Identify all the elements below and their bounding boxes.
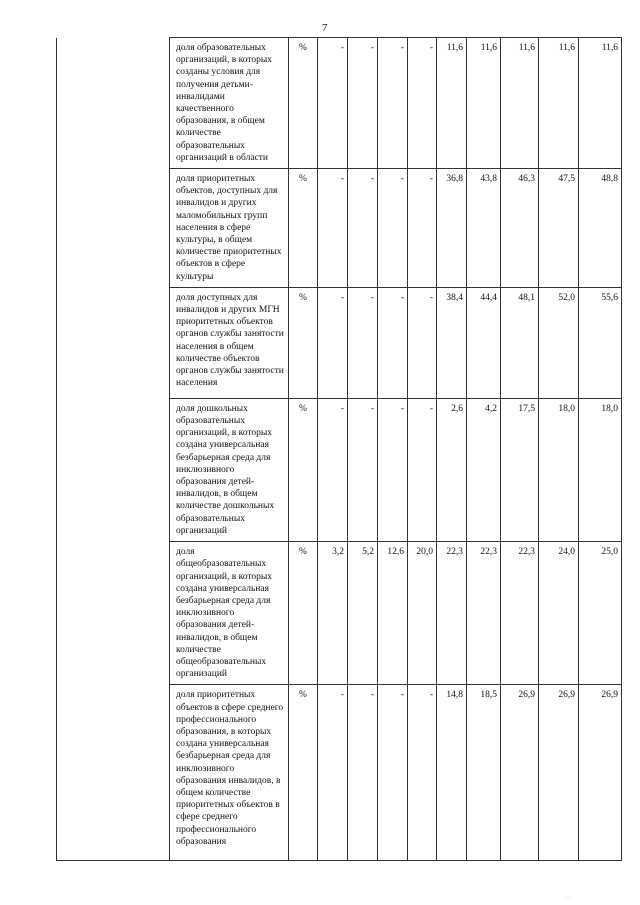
unit-cell: % <box>289 38 318 169</box>
value-cell: - <box>318 398 348 541</box>
value-cell: - <box>318 38 348 169</box>
value-cell: 12,6 <box>378 542 408 685</box>
value-cell: 18,5 <box>467 685 501 861</box>
value-cell: - <box>318 287 348 398</box>
indicator-description: доля доступных для инвалидов и других МГН приоритетных объектов органов службы занятости населения в общем количестве объектов органов службы занятости населения <box>170 287 289 398</box>
value-cell: 46,3 <box>501 169 539 288</box>
value-cell: - <box>408 398 437 541</box>
value-cell: 22,3 <box>467 542 501 685</box>
unit-cell: % <box>289 287 318 398</box>
value-cell: 43,8 <box>467 169 501 288</box>
indicator-description: доля приоритетных объектов, доступных для инвалидов и других маломобильных групп населения в сфере культуры, в общем количестве приоритетных объектов в сфере культуры <box>170 169 289 288</box>
value-cell: - <box>378 38 408 169</box>
value-cell: 26,9 <box>539 685 579 861</box>
value-cell: 25,0 <box>579 542 622 685</box>
value-cell: 18,0 <box>579 398 622 541</box>
value-cell: 11,6 <box>501 38 539 169</box>
value-cell: 22,3 <box>437 542 467 685</box>
value-cell: 11,6 <box>467 38 501 169</box>
value-cell: 5,2 <box>348 542 378 685</box>
value-cell: - <box>378 398 408 541</box>
value-cell: 2,6 <box>437 398 467 541</box>
value-cell: 24,0 <box>539 542 579 685</box>
indicator-description: доля образовательных организаций, в которых созданы условия для получения детьми-инвалидами качественного образования, в общем количестве образовательных организаций в области <box>170 38 289 169</box>
unit-cell: % <box>289 398 318 541</box>
indicators-table <box>56 37 622 861</box>
value-cell: 26,9 <box>501 685 539 861</box>
value-cell: 47,5 <box>539 169 579 288</box>
value-cell: 4,2 <box>467 398 501 541</box>
value-cell: 11,6 <box>437 38 467 169</box>
value-cell: 18,0 <box>539 398 579 541</box>
value-cell: - <box>378 685 408 861</box>
value-cell: - <box>408 685 437 861</box>
unit-cell: % <box>289 685 318 861</box>
value-cell: 11,6 <box>539 38 579 169</box>
value-cell: - <box>318 685 348 861</box>
indicator-description: доля дошкольных образовательных организаций, в которых создана универсальная безбарьерная среда для инклюзивного образования детей-инвалидов, в общем количестве дошкольных образовательных организаций <box>170 398 289 541</box>
indicator-description: доля общеобразовательных организаций, в которых создана универсальная безбарьерная среда для инклюзивного образования детей-инвалидов, в общем количестве общеобразовательных организаций <box>170 542 289 685</box>
value-cell: - <box>348 685 378 861</box>
value-cell: 26,9 <box>579 685 622 861</box>
value-cell: - <box>408 169 437 288</box>
value-cell: 17,5 <box>501 398 539 541</box>
value-cell: - <box>378 169 408 288</box>
value-cell: - <box>348 38 378 169</box>
value-cell: 48,8 <box>579 169 622 288</box>
value-cell: 44,4 <box>467 287 501 398</box>
value-cell: 11,6 <box>579 38 622 169</box>
value-cell: - <box>348 287 378 398</box>
value-cell: - <box>408 38 437 169</box>
value-cell: - <box>348 169 378 288</box>
value-cell: 22,3 <box>501 542 539 685</box>
page-number: 7 <box>322 22 328 34</box>
empty-cell <box>57 38 170 861</box>
value-cell: 48,1 <box>501 287 539 398</box>
unit-cell: % <box>289 542 318 685</box>
value-cell: - <box>318 169 348 288</box>
unit-cell: % <box>289 169 318 288</box>
value-cell: - <box>348 398 378 541</box>
value-cell: - <box>408 287 437 398</box>
value-cell: 55,6 <box>579 287 622 398</box>
value-cell: 3,2 <box>318 542 348 685</box>
value-cell: 36,8 <box>437 169 467 288</box>
value-cell: - <box>378 287 408 398</box>
value-cell: 52,0 <box>539 287 579 398</box>
value-cell: 38,4 <box>437 287 467 398</box>
footer-marks: . . <box>566 894 571 900</box>
value-cell: 20,0 <box>408 542 437 685</box>
table-row <box>57 38 622 169</box>
indicator-description: доля приоритетных объектов в сфере среднего профессионального образования, в которых создана универсальная безбарьерная среда для инклюзивного образования инвалидов, в общем количестве приоритетных объектов в сфере среднего профессионального образования <box>170 685 289 861</box>
value-cell: 14,8 <box>437 685 467 861</box>
